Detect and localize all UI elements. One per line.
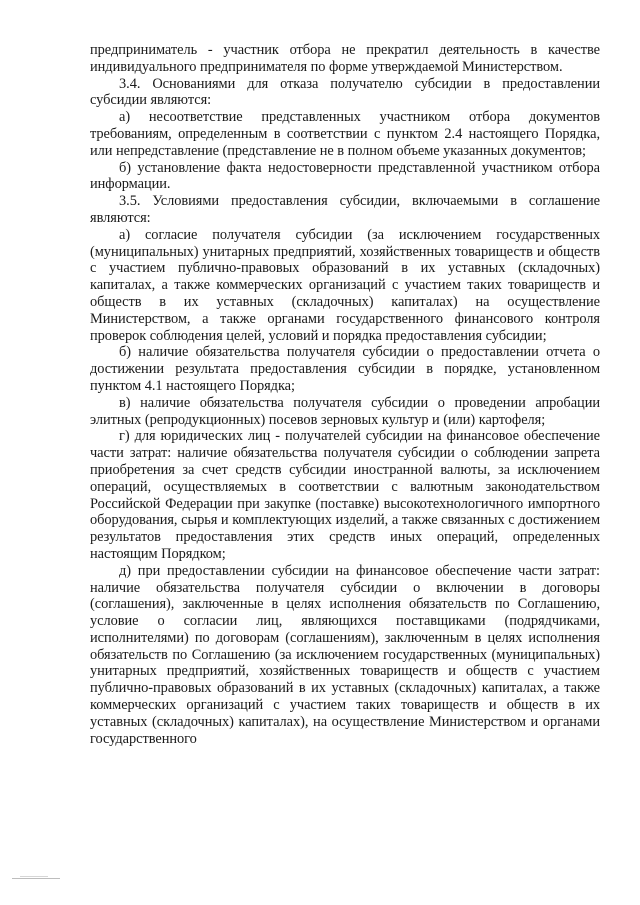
scan-artifact-line xyxy=(12,878,60,879)
clause-3-5-b: б) наличие обязательства получателя субсидии о предоставлении отчета о достижении результата предоставления субсидии в порядке, установленном пунктом 4.1 настоящего Порядка; xyxy=(90,344,600,394)
clause-3-5: 3.5. Условиями предоставления субсидии, включаемыми в соглашение являются: xyxy=(90,193,600,226)
clause-3-5-d: д) при предоставлении субсидии на финансовое обеспечение части затрат: наличие обязательства получателя субсидии о включении в договоры (соглашения), заключенные в целях исполнения обязательств по Соглашению, условие о согласии лиц, являющихся поставщиками (подрядчиками, исполнителями) по договорам (соглашениям), заключенным в целях исполнения обязательств по Соглашению (за исключением государственных (муниципальных) унитарных предприятий, хозяйственных товариществ и обществ с участием публично-правовых образований в их уставных (складочных) капиталах, а также коммерческих организаций с участием таких товариществ и обществ в их уставных (складочных) капиталах), на осуществление Министерством и органами государственного xyxy=(90,562,600,747)
clause-3-5-a: а) согласие получателя субсидии (за исключением государственных (муниципальных) унитарных предприятий, хозяйственных товариществ и обществ с участием публично-правовых образований в их уставных (складочных) капиталах, а также коммерческих организаций с участием таких товариществ и обществ в их уставных (складочных) капиталах) на осуществление Министерством, а также органами государственного финансового контроля проверок соблюдения целей, условий и порядка предоставления субсидии; xyxy=(90,226,600,344)
clause-3-4-a: а) несоответствие представленных участником отбора документов требованиям, определенным в соответствии с пунктом 2.4 настоящего Порядка, или непредставление (представление не в полном объеме указанных документов; xyxy=(90,109,600,159)
clause-3-4: 3.4. Основаниями для отказа получателю субсидии в предоставлении субсидии являются: xyxy=(90,75,600,109)
clause-3-5-v: в) наличие обязательства получателя субсидии о проведении апробации элитных (репродукционных) посевов зерновых культур и (или) картофеля; xyxy=(90,394,600,428)
clause-3-5-g: г) для юридических лиц - получателей субсидии на финансовое обеспечение части затрат: наличие обязательства получателя субсидии о соблюдении запрета приобретения за счет средств субсидии иностранной валюты, за исключением операций, осуществляемых в соответствии с валютным законодательством Российской Федерации при закупке (поставке) высокотехнологичного импортного оборудования, сырья и комплектующих изделий, а также связанных с достижением результатов предоставления этих средств иных операций, определенных настоящим Порядком; xyxy=(90,428,600,562)
clause-3-4-b: б) установление факта недостоверности представленной участником отбора информации. xyxy=(90,159,600,193)
scan-artifact-line xyxy=(20,876,48,877)
document-body xyxy=(90,42,600,747)
paragraph-continuation: предприниматель - участник отбора не прекратил деятельность в качестве индивидуального предпринимателя по форме утверждаемой Министерством. xyxy=(90,42,600,75)
